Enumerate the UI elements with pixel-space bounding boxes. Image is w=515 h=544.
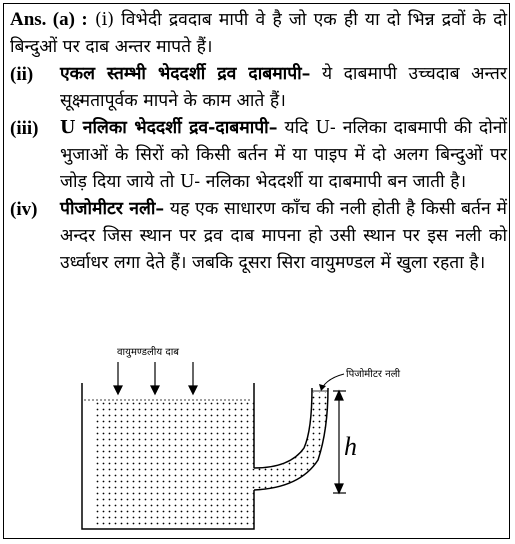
item-iii-title: U नलिका भेददर्शी द्रव-दाबमापी– xyxy=(60,118,278,138)
item-iv-number: (iv) xyxy=(10,199,38,220)
item-iii-text: यदि U- नलिका दाबमापी की दोनों भुजाओं के सिरों को किसी बर्तन में या पाइप में दो अलग बिन्दुओं पर जोड़ दिया जाये तो U- नलिका भेददर्शी या दाबमापी बन जाती है। xyxy=(60,118,507,192)
tube-label-arrowhead xyxy=(319,384,326,391)
height-label: h xyxy=(344,432,357,461)
tube-liquid xyxy=(250,392,332,492)
item-ii-title: एकल स्तम्भी भेददर्शी द्रव दाबमापी– xyxy=(60,64,311,84)
answer-label: Ans. (a) : xyxy=(10,9,88,30)
piezometer-tube-label: पिजोमीटर नली xyxy=(346,369,401,380)
vessel-liquid xyxy=(95,401,254,529)
answer-intro-text: (i) विभेदी द्रवदाब मापी वे है जो एक ही या दो भिन्न द्रवों के दो बिन्दुओं पर दाब अन्तर मापते हैं। xyxy=(10,10,507,57)
item-iv-text: यह एक साधारण काँच की नली होती है किसी बर्तन में अन्दर जिस स्थान पर द्रव दाब मापना हो उसी स्थान पर इस नली को उर्ध्वाधर लगा देते हैं। जबकि दूसरा सिरा वायुमण्डल में खुला रहता है। xyxy=(60,199,507,273)
item-ii-number: (ii) xyxy=(10,64,34,85)
item-iv-title: पीजोमीटर नली– xyxy=(60,199,165,219)
atmospheric-pressure-label: वायुमण्डलीय दाब xyxy=(117,347,179,358)
pressure-arrows xyxy=(114,362,197,394)
item-ii-text: ये दाबमापी उच्चदाब अन्तर सूक्ष्मतापूर्वक मापने के काम आते हैं। xyxy=(60,64,507,111)
item-iii-number: (iii) xyxy=(10,118,39,139)
